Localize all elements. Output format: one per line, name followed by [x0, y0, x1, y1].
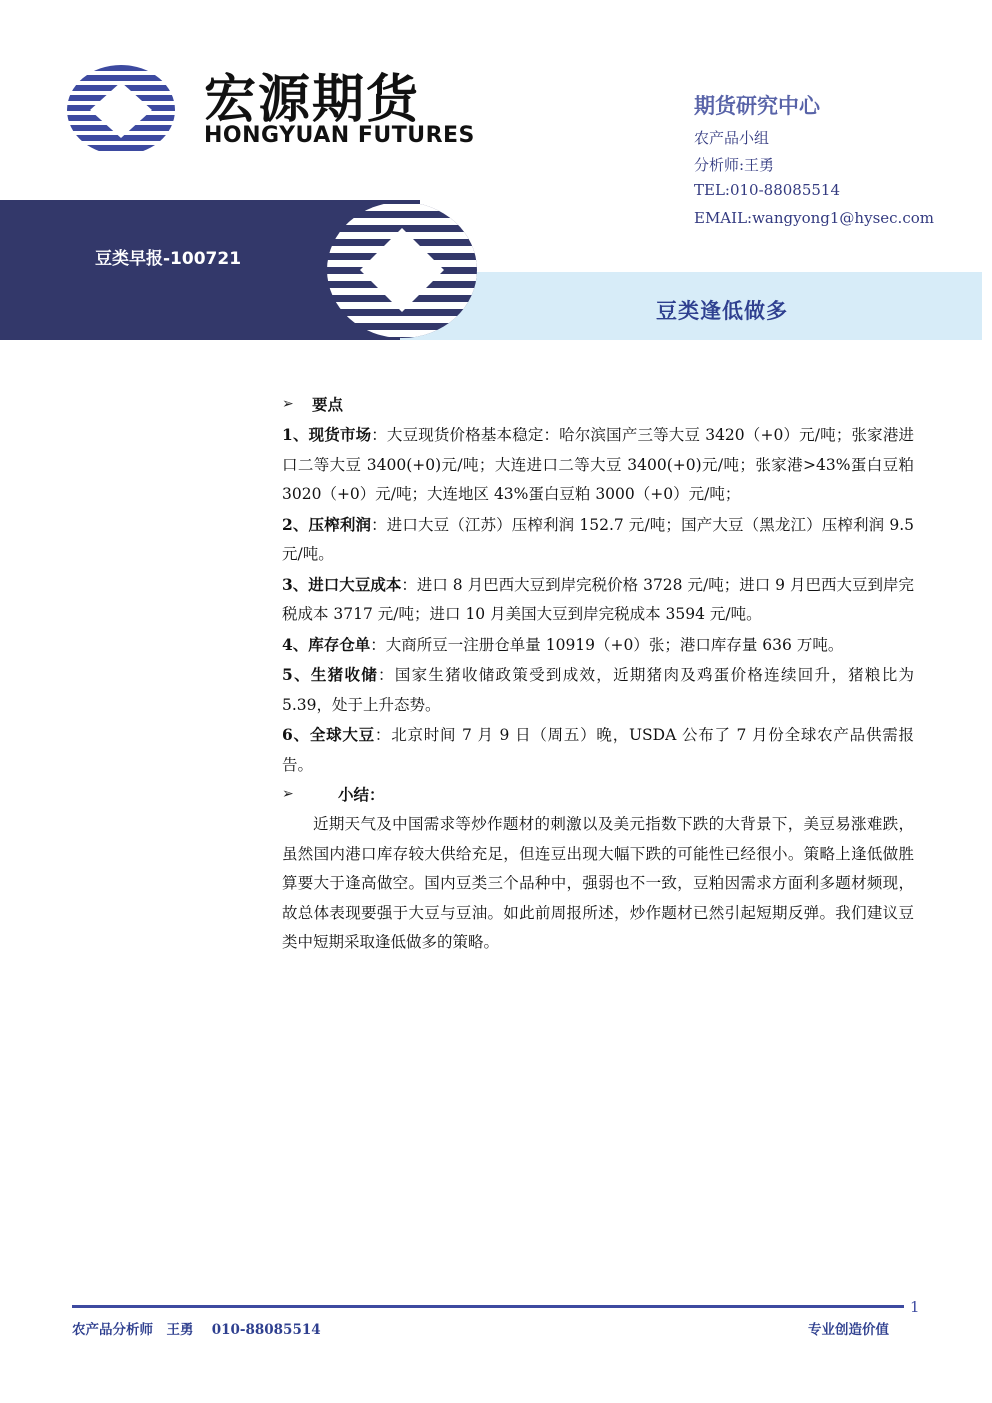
key-point-label: 2、压榨利润: [282, 514, 372, 534]
footer-slogan: 专业创造价值: [808, 1322, 889, 1338]
key-point-text: ：北京时间 7 月 9 日（周五）晚，USDA 公布了 7 月份全球农产品供需报告。: [282, 726, 914, 774]
arrow-bullet-icon: ➢: [282, 396, 294, 413]
report-body: [282, 390, 914, 958]
analyst-email: EMAIL:wangyong1@hysec.com: [694, 209, 934, 227]
arrow-bullet-icon: ➢: [282, 786, 294, 803]
footer-contact: 农产品分析师 王勇 010-88085514: [72, 1322, 321, 1338]
key-points-title: 要点: [312, 395, 344, 415]
analyst-group: 农产品小组: [694, 129, 770, 147]
summary-text: 近期天气及中国需求等炒作题材的刺激以及美元指数下跌的大背景下，美豆易涨难跌，虽然国内港口库存较大供给充足，但连豆出现大幅下跌的可能性已经很小。策略上逢低做胜算要大于逢高做空。国内豆类三个品种中，强弱也不一致，豆粕因需求方面利多题材频现，故总体表现要强于大豆与豆油。如此前周报所述，炒作题材已然引起短期反弹。我们建议豆类中短期采取逢低做多的策略。: [282, 815, 914, 951]
footer-divider: [72, 1305, 904, 1308]
key-point-label: 6、全球大豆: [282, 725, 375, 744]
key-point-text: ：大豆现货价格基本稳定：哈尔滨国产三等大豆 3420（+0）元/吨；张家港进口二等大豆 3400(+0)元/吨；大连进口二等大豆 3400(+0)元/吨；张家港>43%蛋白豆粕 3020（+0）元/吨；大连地区 43%蛋白豆粕 3000（+0）元/吨；: [282, 426, 914, 503]
department-title: 期货研究中心: [694, 94, 820, 118]
key-point-text: ：进口 8 月巴西大豆到岸完税价格 3728 元/吨；进口 9 月巴西大豆到岸完税成本 3717 元/吨；进口 10 月美国大豆到岸完税成本 3594 元/吨。: [282, 575, 914, 623]
key-point-item: [282, 420, 914, 510]
key-point-label: 1、现货市场: [282, 425, 372, 444]
hongyuan-logo-icon: [66, 64, 176, 156]
page-number: 1: [910, 1298, 920, 1316]
summary-heading: [282, 780, 914, 810]
report-id: 豆类早报-100721: [95, 249, 242, 269]
report-headline: 豆类逢低做多: [656, 298, 788, 323]
key-point-text: ：国家生猪收储政策受到成效，近期猪肉及鸡蛋价格连续回升，猪粮比为 5.39，处于上升态势。: [282, 666, 914, 714]
key-point-item: [282, 660, 914, 720]
key-point-label: 5、生猪收储: [282, 665, 379, 684]
key-point-text: ：大商所豆一注册仓单量 10919（+0）张；港口库存量 636 万吨。: [370, 635, 844, 654]
key-points-heading: [282, 390, 914, 420]
key-point-label: 3、进口大豆成本: [282, 574, 402, 594]
key-point-item: [282, 510, 914, 570]
brand-name-en: HONGYUAN FUTURES: [204, 123, 475, 148]
key-point-item: [282, 720, 914, 780]
banner-logo-icon: [326, 201, 478, 339]
brand-name-cn: 宏源期货: [204, 70, 421, 130]
key-point-item: [282, 630, 914, 661]
key-point-text: ：进口大豆（江苏）压榨利润 152.7 元/吨；国产大豆（黑龙江）压榨利润 9.5 元/吨。: [282, 515, 914, 563]
key-point-item: [282, 570, 914, 630]
analyst-tel: TEL:010-88085514: [694, 181, 841, 199]
summary-title: 小结：: [338, 785, 385, 805]
key-point-label: 4、库存仓单: [282, 634, 371, 654]
analyst-name: 分析师:王勇: [694, 156, 775, 174]
